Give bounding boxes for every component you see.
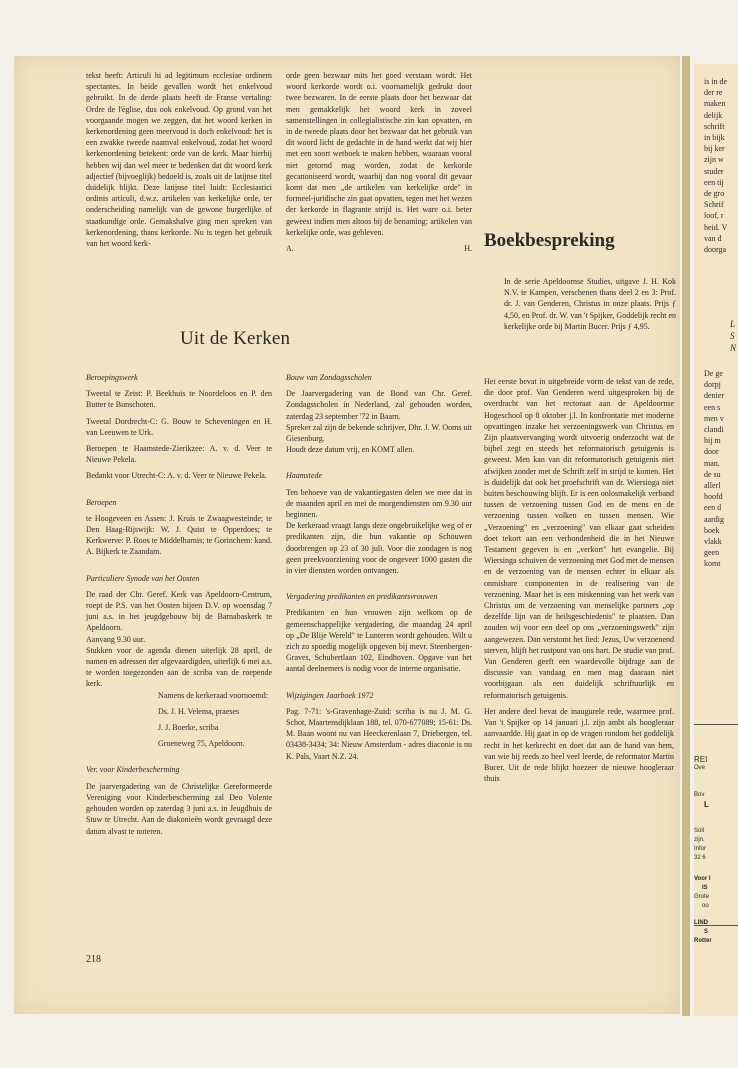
next-page-line: van d: [704, 233, 722, 243]
next-page-line: maken: [704, 99, 726, 109]
next-page-line: denier: [704, 391, 724, 401]
next-page-line: delijk: [704, 110, 723, 120]
subheading-haamstede: Haamstede: [286, 471, 322, 481]
next-page-line: loof, r: [704, 211, 724, 221]
boek-body: [484, 376, 674, 784]
news-line: Tweetal te Zeist: P. Beekhuis te Noordeloos en P. den Butter te Bunschoten.: [86, 389, 272, 410]
next-page-line: studer: [704, 166, 724, 176]
next-page-line: in bijk: [704, 133, 725, 143]
next-page-line: is in de: [704, 77, 728, 86]
kerken-col1: [86, 372, 272, 842]
next-page-line: de su: [704, 469, 721, 479]
section-title-boekbespreking: Boekbespreking: [484, 230, 615, 251]
subheading-synode: Particuliere Synode van het Oosten: [86, 573, 200, 583]
spacer: [86, 754, 272, 764]
next-page-line: dorpj: [704, 380, 721, 390]
news-text: De Jaarvergadering van de Bond van Chr. Geref. Zondagsscholen in Nederland, zal gehouden worden, zaterdag 23 september '72 in Baarn.: [286, 389, 472, 421]
next-page-line: heid. V: [704, 222, 728, 232]
section-title-uit-de-kerken: Uit de Kerken: [180, 328, 291, 349]
next-page-line: bij ker: [704, 144, 725, 154]
next-page-line: der re: [704, 88, 723, 98]
news-text: Aanvang 9.30 uur.: [86, 634, 146, 644]
page-number: 218: [86, 954, 101, 965]
signature-line: Namens de kerkeraad voornoemd:: [158, 690, 268, 700]
spacer: [86, 487, 272, 497]
subheading-beroepen: Beroepen: [86, 497, 117, 507]
spacer: [86, 563, 272, 573]
next-page-line: clandi: [704, 425, 724, 435]
next-page-line: De ge: [704, 369, 723, 378]
subheading-kinderbescherming: Ver. voor Kinderbescherming: [86, 765, 180, 775]
article-text: tekst heeft: Articuli hi ad legitimum ecclesiae ordinem spectantes. In beide gevallen wordt het enkelvoud gebruikt. In de derde plaats heeft de Franse vertaling: Ordre de l'église, dus ook enkelvoud. Op grond van het voorgaande mogen we zeggen, dat het woord kerken in kerkenordening geen meervoud is doch enkelvoud: het is een zwakke tweede naamval enkelvoud, zodat het woord kerkenordening betekent: orde van de kerk. Maar hierbij hebben wij dan wel meer te bedenken dat dit woord kerk adjectief (bijvoeglijk) bedoeld is, zoals uit de latijnse titel duidelijk blijkt. Deze latijnse titel luidt: Ecclesiastici ordinis articuli, d.w.z. artikelen van kerkelijke orde, ter onderscheiding namelijk van de gewone burgerlijke of staatkundige orde. Gemakshalve ging men spreken van kerkenordening, thans kerkorde. Nu is tegen het gebruik van het woord kerk-: [86, 71, 272, 249]
review-paragraph: Het andere deel bevat de inaugurele rede, waarmee prof. Van 't Spijker op 14 januari j.l. zijn ambt als hoogleraar aanvaardde. Hij gaat in op de vragen rondom het goddelijk recht in het kerkrecht en doet dat aan de hand van hem, van wie hij reeds zo heel veel leerde, de reformator Martin Bucer. Uit de rede blijkt hoezeer de nieuwe hoogleraar thuis: [484, 706, 674, 784]
news-text: Ten behoeve van de vakantiegasten delen we mee dat in de maanden april en mei de morgendiensten om 9.30 uur beginnen.: [286, 487, 472, 520]
next-page-line: geen: [704, 548, 720, 558]
next-page-line: schrift: [704, 121, 725, 131]
news-text: Spreker zal zijn de bekende schrijver, Dhr. J. W. Ooms uit Giesenburg.: [286, 422, 472, 444]
next-page-line: Schrif: [704, 200, 724, 210]
next-page-line: doorga: [704, 245, 727, 255]
article-top-col2: [286, 70, 472, 254]
next-page-line: een s: [704, 402, 721, 412]
signature-line: Ds. J. H. Velema, praeses: [158, 706, 240, 716]
news-line: Beroepen te Haamstede-Zierikzee: A. v. d. Veer te Nieuwe Pekela.: [86, 444, 272, 465]
signature-initial-right: H.: [464, 244, 472, 254]
subheading-zondagsscholen: Bouw van Zondagsscholen: [286, 373, 372, 382]
spacer: [286, 581, 472, 591]
article-signature: [286, 243, 472, 254]
next-page-line: door: [704, 447, 719, 457]
review-intro-text: In de serie Apeldoornse Studies, uitgave J. H. Kok N.V. te Kampen, verschenen thans deel 2 en 3: Prof. dr. J. van Genderen, Christus in onze plaats. Prijs ƒ 4,50, en Prof. dr. W. van 't Spijker, Goddelijk recht en kerkelijke orde bij Martin Bucer. Prijs ƒ 4,95.: [504, 277, 676, 331]
advertisement-fragment: REI Ove Bov L Soll zijn. Infor 32 6 Voor I IS Grote oo LIND S Rotter: [694, 724, 738, 926]
subheading-jaarboek: Wijzigingen Jaarboek 1972: [286, 690, 374, 700]
news-line: Bedankt voor Utrecht-C: A. v. d. Veer te Nieuwe Pekela.: [86, 471, 267, 481]
news-text: te Hoogeveen en Assen: J. Kruis te Zwaagwesteinde; te Den Haag-Rijswijk: W. J. Quist te Opperdoes; te Kerkwerve: P. Roos te Middelharnis; te Gorinchem: kand. A. Bijkerk te Zaandam.: [86, 513, 272, 557]
spacer: [286, 460, 472, 470]
kerken-col2: [286, 372, 472, 767]
next-page-line: boek: [704, 525, 720, 535]
signature-line: J. J. Boerke, scriba: [158, 723, 219, 733]
page-binding-edge: [682, 56, 690, 1016]
next-page-line: allerl: [704, 481, 721, 491]
next-page-line: vlakk: [704, 537, 722, 547]
subheading-beroepingswerk: Beroepingswerk: [86, 373, 138, 382]
next-page-column-top: [704, 76, 727, 255]
news-line: Tweetal Dordrecht-C: G. Bouw te Scheveningen en H. van Leeuwen te Urk.: [86, 416, 272, 437]
next-page-line: men v: [704, 413, 724, 423]
next-page-line: een tij: [704, 177, 724, 187]
next-page-title-fragment: L S N: [730, 319, 737, 353]
review-paragraph: Het eerste bevat in uitgebreide vorm de tekst van de rede, die door prof. Van Genderen werd uitgesproken bij de overdracht van het rectoraat aan de Apeldoornse Hogeschool op 8 oktober j.l. In konfrontatie met moderne opvattingen inzake het verzoeningswerk van Christus en Zijn plaatsvervanging wordt uitvoerig onderzocht wat de bijbel zegt en steeds het reformatorisch getuigenis is geweest. Men kan van dit reformatorisch getuigenis niet afwijken zonder met de Schrift zelf in strijd te komen. Het is duidelijk dat ook het proefschrift van dr. Wiersinga niet buiten beschouwing blijft. Er is een onlosmakelijk verband tussen de verzoening tussen God en de mens en de verzoening tussen volken en tussen mensen. Wie „Verzoening" en „verzoening" van elkaar gaat scheiden doet tekort aan een verbondenheid die in het Nieuwe Testament gegeven is en „verkort" het evangelie. Bij Wiersinga schuiven de verzoening met God met de mensen en de verzoening van de mensen echter in elkaar als onmisbare componenten in de realisering van de verzoening. Maar het is een miskenning van het werk van Christus om de verzoening van menselijke partners „op dezelfde lijn van de heilsgeschiedenis" te plaatsen. Dan zouden wij voor een deel op ons „verzoeningswerk" zijn aangewezen. Dan verstomt het lied: Jezus, Uw verzoenend sterven, blijft het rustpunt van ons hart. De studie van prof. Van Genderen geeft een waardevolle bijdrage aan de discussie van vandaag en men mag daaraan niet voorbijgaan als een duidelijk schriftuurlijk en reformatorisch getuigenis.: [484, 377, 674, 700]
news-text: Predikanten en hun vrouwen zijn welkom op de gemeenschappelijke vergadering, die maandag 24 april op „De Blije Wereld" te Lunteren wordt gehouden. Wilt u zich zo spoedig mogelijk opgeven bij mevr. Steenbergen-Graves, Schubertlaan 102, Eindhoven. Opgave van het aantal deelnemers is nodig voor de interne organisatie.: [286, 608, 472, 674]
next-page-line: zijn w: [704, 155, 724, 165]
next-page-line: hij m: [704, 436, 721, 446]
next-page-line: man.: [704, 458, 720, 468]
next-page-line: hoofd: [704, 492, 723, 502]
next-page-column-mid: [704, 368, 724, 570]
news-text: De jaarvergadering van de Christelijke Gereformeerde Vereniging voor Kinderbescherming zal Deo Volente gehouden worden op zaterdag 3 juni a.s. in Jeugdhuis de Stuw te Utrecht. Aan de diakonieën wordt gevraagd deze datum alvast te noteren.: [86, 781, 272, 836]
next-page-line: een d: [704, 503, 722, 513]
news-text: Stukken voor de agenda dienen uiterlijk 28 april, de namen en adressen der afgevaardigden, uiterlijk 6 mei a.s. te worden toegezonden aan de scriba van de roepende kerk.: [86, 645, 272, 689]
signature-initial-left: A.: [286, 244, 294, 254]
next-page-fragment: [694, 64, 738, 1016]
article-text: orde geen bezwaar mits het goed verstaan wordt. Het woord kerkorde wordt o.i. voornamelijk gedrukt door twee bezwaren. In de eerste plaats door het bezwaar dat men gemakkelijk het woord kerk in zoveel samenstellingen in collegialistische zin kan opvatten, en in de tweede plaats door het bezwaar dat het gebruik van dit woord licht de gedachte in de hand werkt dat wij hier met een soort wetboek te maken hebben, waaraan vooral niet getornd mag worden, zodat de kerkorde gecanoniseerd wordt, waarbij dan nog vooral dit gevaar komt dat men „de artikelen van kerkelijke orde" in formeel-juridische zin gaat opvatten, tegen met het wezen der kerkorde in flagrante strijd is. Het ware o.i. beter geweest indien men altoos bij de benaming: artikelen van kerkelijke orde, was gebleven.: [286, 71, 472, 237]
boek-intro: [504, 276, 676, 332]
next-page-line: komt: [704, 559, 721, 569]
spacer: [286, 680, 472, 690]
next-page-line: de gro: [704, 189, 725, 199]
news-text: Pag. 7-71: 's-Gravenhage-Zuid: scriba is nu J. M. G. Schot, Maartensdijklaan 188, tel. 070-677089; 15-61: Ds. M. Baan woont nu van Heeckerenlaan 7, Driebergen, tel. 03438-3434; 34: Nieuw Amsterdam - adres diaconie is nu K. Pals, Vaart N.Z. 24.: [286, 706, 472, 761]
news-text: De kerkeraad vraagt langs deze ongebruikelijke weg of er predikanten zijn, die hun vakantie op Schouwen doorbrengen op 23 of 30 juli. Voor die zondagen is nog geen preekvoorziening voor de ongeveer 1000 gasten die in vier diensten worden ontvangen.: [286, 521, 472, 576]
signature-line: Groeneweg 75, Apeldoorn.: [158, 739, 245, 749]
article-top-col1: [86, 70, 272, 254]
news-text: Houdt deze datum vrij, en KOMT allen.: [286, 445, 415, 455]
news-text: De raad der Chr. Geref. Kerk van Apeldoorn-Centrum, roept de P.S. van het Oosten bijeen D.V. op woensdag 7 juni a.s. in het jeugdgebouw bij de Barnabaskerk te Apeldoorn.: [86, 589, 272, 633]
next-page-line: aardig: [704, 514, 724, 524]
subheading-predikanten: Vergadering predikanten en predikantsvrouwen: [286, 592, 438, 602]
